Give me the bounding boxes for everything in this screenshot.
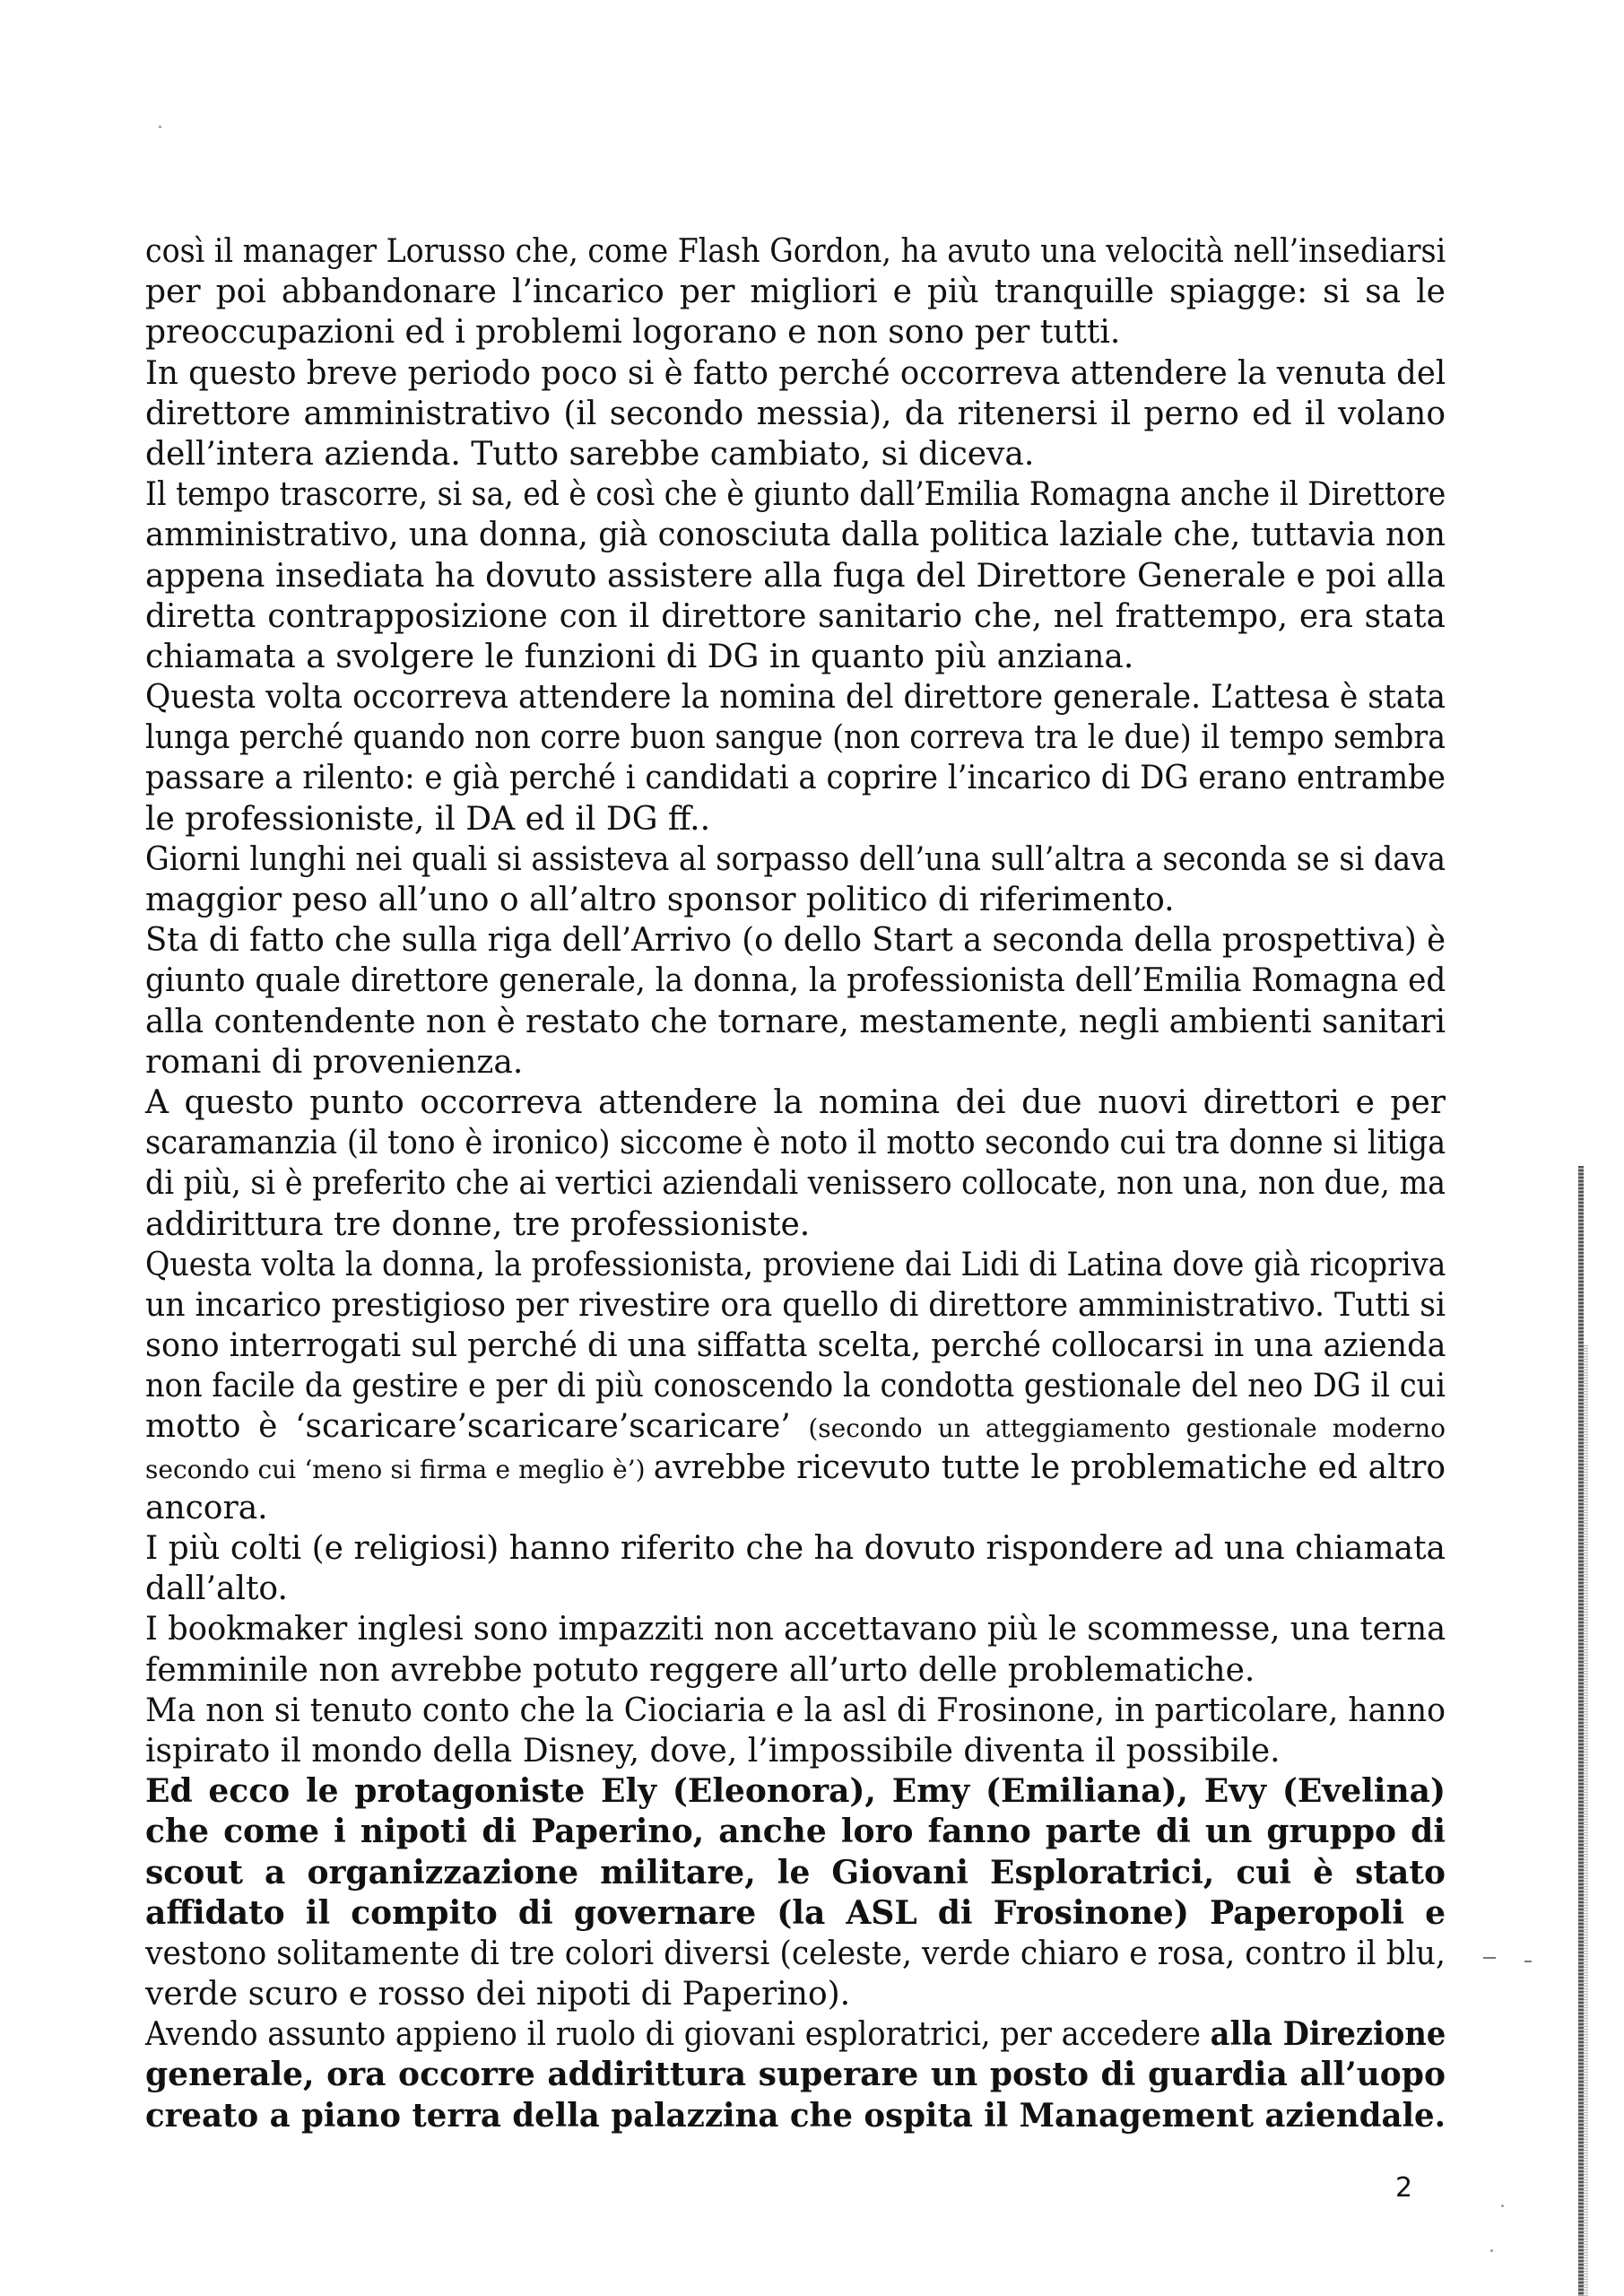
text-line: diretta contrapposizione con il direttore sanitario che, nel frattempo, era stata: [145, 597, 1446, 635]
stray-scan-mark: [1501, 2205, 1504, 2207]
text-line: addirittura tre donne, tre professioniste.: [145, 1205, 811, 1243]
text-line: direttore amministrativo (il secondo messia), da ritenersi il perno ed il volano: [145, 395, 1446, 432]
text-line: chiamata a svolgere le funzioni di DG in quanto più anziana.: [145, 638, 1134, 675]
text-line: amministrativo, una donna, già conosciuta dalla politica laziale che, tuttavia non: [145, 517, 1446, 554]
motto-line: motto è ‘scaricare’scaricare’scaricare’ (secondo un atteggiamento gestionale moderno: [145, 1408, 1446, 1446]
text-line: romani di provenienza.: [145, 1043, 524, 1081]
text-line: giunto quale direttore generale, la donna, la professionista dell’Emilia Romagna ed: [145, 962, 1446, 1000]
text-line: In questo breve periodo poco si è fatto perché occorreva attendere la venuta del: [145, 354, 1446, 392]
text-line: lunga perché quando non corre buon sangue (non correva tra le due) il tempo sembra: [145, 719, 1446, 757]
text-line: vestono solitamente di tre colori diversi (celeste, verde chiaro e rosa, contro il blu,: [145, 1935, 1446, 1972]
text-line: scaramanzia (il tono è ironico) siccome è noto il motto secondo cui tra donne si litiga: [145, 1125, 1446, 1162]
text-line: femminile non avrebbe potuto reggere all’urto delle problematiche.: [145, 1651, 1255, 1689]
text-line: Questa volta occorreva attendere la nomina del direttore generale. L’attesa è stata: [145, 679, 1446, 717]
final-paragraph-line-1: Avendo assunto appieno il ruolo di giovani esploratrici, per accedere alla Direzione: [145, 2015, 1446, 2054]
text-line: preoccupazioni ed i problemi logorano e non sono per tutti.: [145, 314, 1121, 352]
text-line: un incarico prestigioso per rivestire ora quello di direttore amministrativo. Tutti si: [145, 1286, 1446, 1324]
text-line: Ed ecco le protagoniste Ely (Eleonora), Emy (Emiliana), Evy (Evelina): [145, 1772, 1446, 1811]
text-line: dall’alto.: [145, 1570, 288, 1608]
text-line: affidato il compito di governare (la ASL di Frosinone) Paperopoli e: [145, 1893, 1446, 1932]
scan-edge-texture: [1584, 1345, 1588, 2296]
text-line: I bookmaker inglesi sono impazziti non accettavano più le scommesse, una terna: [145, 1611, 1446, 1648]
text-line: A questo punto occorreva attendere la nomina dei due nuovi direttori e per: [145, 1083, 1446, 1121]
stray-scan-mark: [159, 126, 161, 128]
page-number: 2: [1395, 2172, 1413, 2204]
text-line: così il manager Lorusso che, come Flash Gordon, ha avuto una velocità nell’insediarsi: [145, 233, 1446, 270]
text-line: che come i nipoti di Paperino, anche loro fanno parte di un gruppo di: [145, 1813, 1446, 1851]
text-line: Il tempo trascorre, si sa, ed è così che è giunto dall’Emilia Romagna anche il Direttore: [145, 476, 1446, 514]
stray-scan-mark: [1490, 2249, 1493, 2252]
text-line: alla contendente non è restato che tornare, mestamente, negli ambienti sanitari: [145, 1003, 1446, 1040]
text-line: Ma non si tenuto conto che la Ciociaria e la asl di Frosinone, in particolare, hanno: [145, 1692, 1446, 1729]
final-paragraph-line-3: creato a piano terra della palazzina che ospita il Management aziendale.: [145, 2096, 1446, 2135]
text-line: verde scuro e rosso dei nipoti di Paperino).: [145, 1976, 851, 2013]
text-line: di più, si è preferito che ai vertici aziendali venissero collocate, non una, non due, ma: [145, 1165, 1446, 1203]
text-line: scout a organizzazione militare, le Giovani Esploratrici, cui è stato: [145, 1853, 1446, 1892]
text-line: Questa volta la donna, la professionista, proviene dai Lidi di Latina dove già ricopriva: [145, 1246, 1446, 1283]
final-paragraph-line-2: generale, ora occorre addirittura superare un posto di guardia all’uopo: [145, 2056, 1446, 2094]
text-line: dell’intera azienda. Tutto sarebbe cambiato, si diceva.: [145, 435, 1035, 473]
text-line: le professioniste, il DA ed il DG ff..: [145, 800, 711, 838]
text-line: per poi abbandonare l’incarico per migliori e più tranquille spiagge: si sa le: [145, 274, 1446, 311]
motto-line-2: secondo cui ‘meno si firma e meglio è’) avrebbe ricevuto tutte le problematiche ed altro: [145, 1448, 1446, 1486]
text-line: Sta di fatto che sulla riga dell’Arrivo (o dello Start a seconda della prospettiva) è: [145, 922, 1446, 960]
text-line: ancora.: [145, 1489, 268, 1526]
text-line: maggior peso all’uno o all’altro sponsor politico di riferimento.: [145, 882, 1175, 918]
text-line: ispirato il mondo della Disney, dove, l’impossibile diventa il possibile.: [145, 1732, 1281, 1770]
text-line: non facile da gestire e per di più conoscendo la condotta gestionale del neo DG il cui: [145, 1368, 1446, 1405]
text-line: appena insediata ha dovuto assistere alla fuga del Direttore Generale e poi alla: [145, 557, 1446, 595]
text-line: sono interrogati sul perché di una siffatta scelta, perché collocarsi in una azienda: [145, 1327, 1446, 1365]
stray-scan-mark: [1524, 1961, 1532, 1962]
text-line: I più colti (e religiosi) hanno riferito che ha dovuto rispondere ad una chiamata: [145, 1530, 1446, 1567]
body-text: [145, 231, 1446, 2136]
text-line: passare a rilento: e già perché i candidati a coprire l’incarico di DG erano entrambe: [145, 760, 1446, 797]
stray-scan-mark: [1483, 1957, 1496, 1959]
text-line: Giorni lunghi nei quali si assisteva al sorpasso dell’una sull’altra a seconda se si dava: [145, 840, 1446, 878]
